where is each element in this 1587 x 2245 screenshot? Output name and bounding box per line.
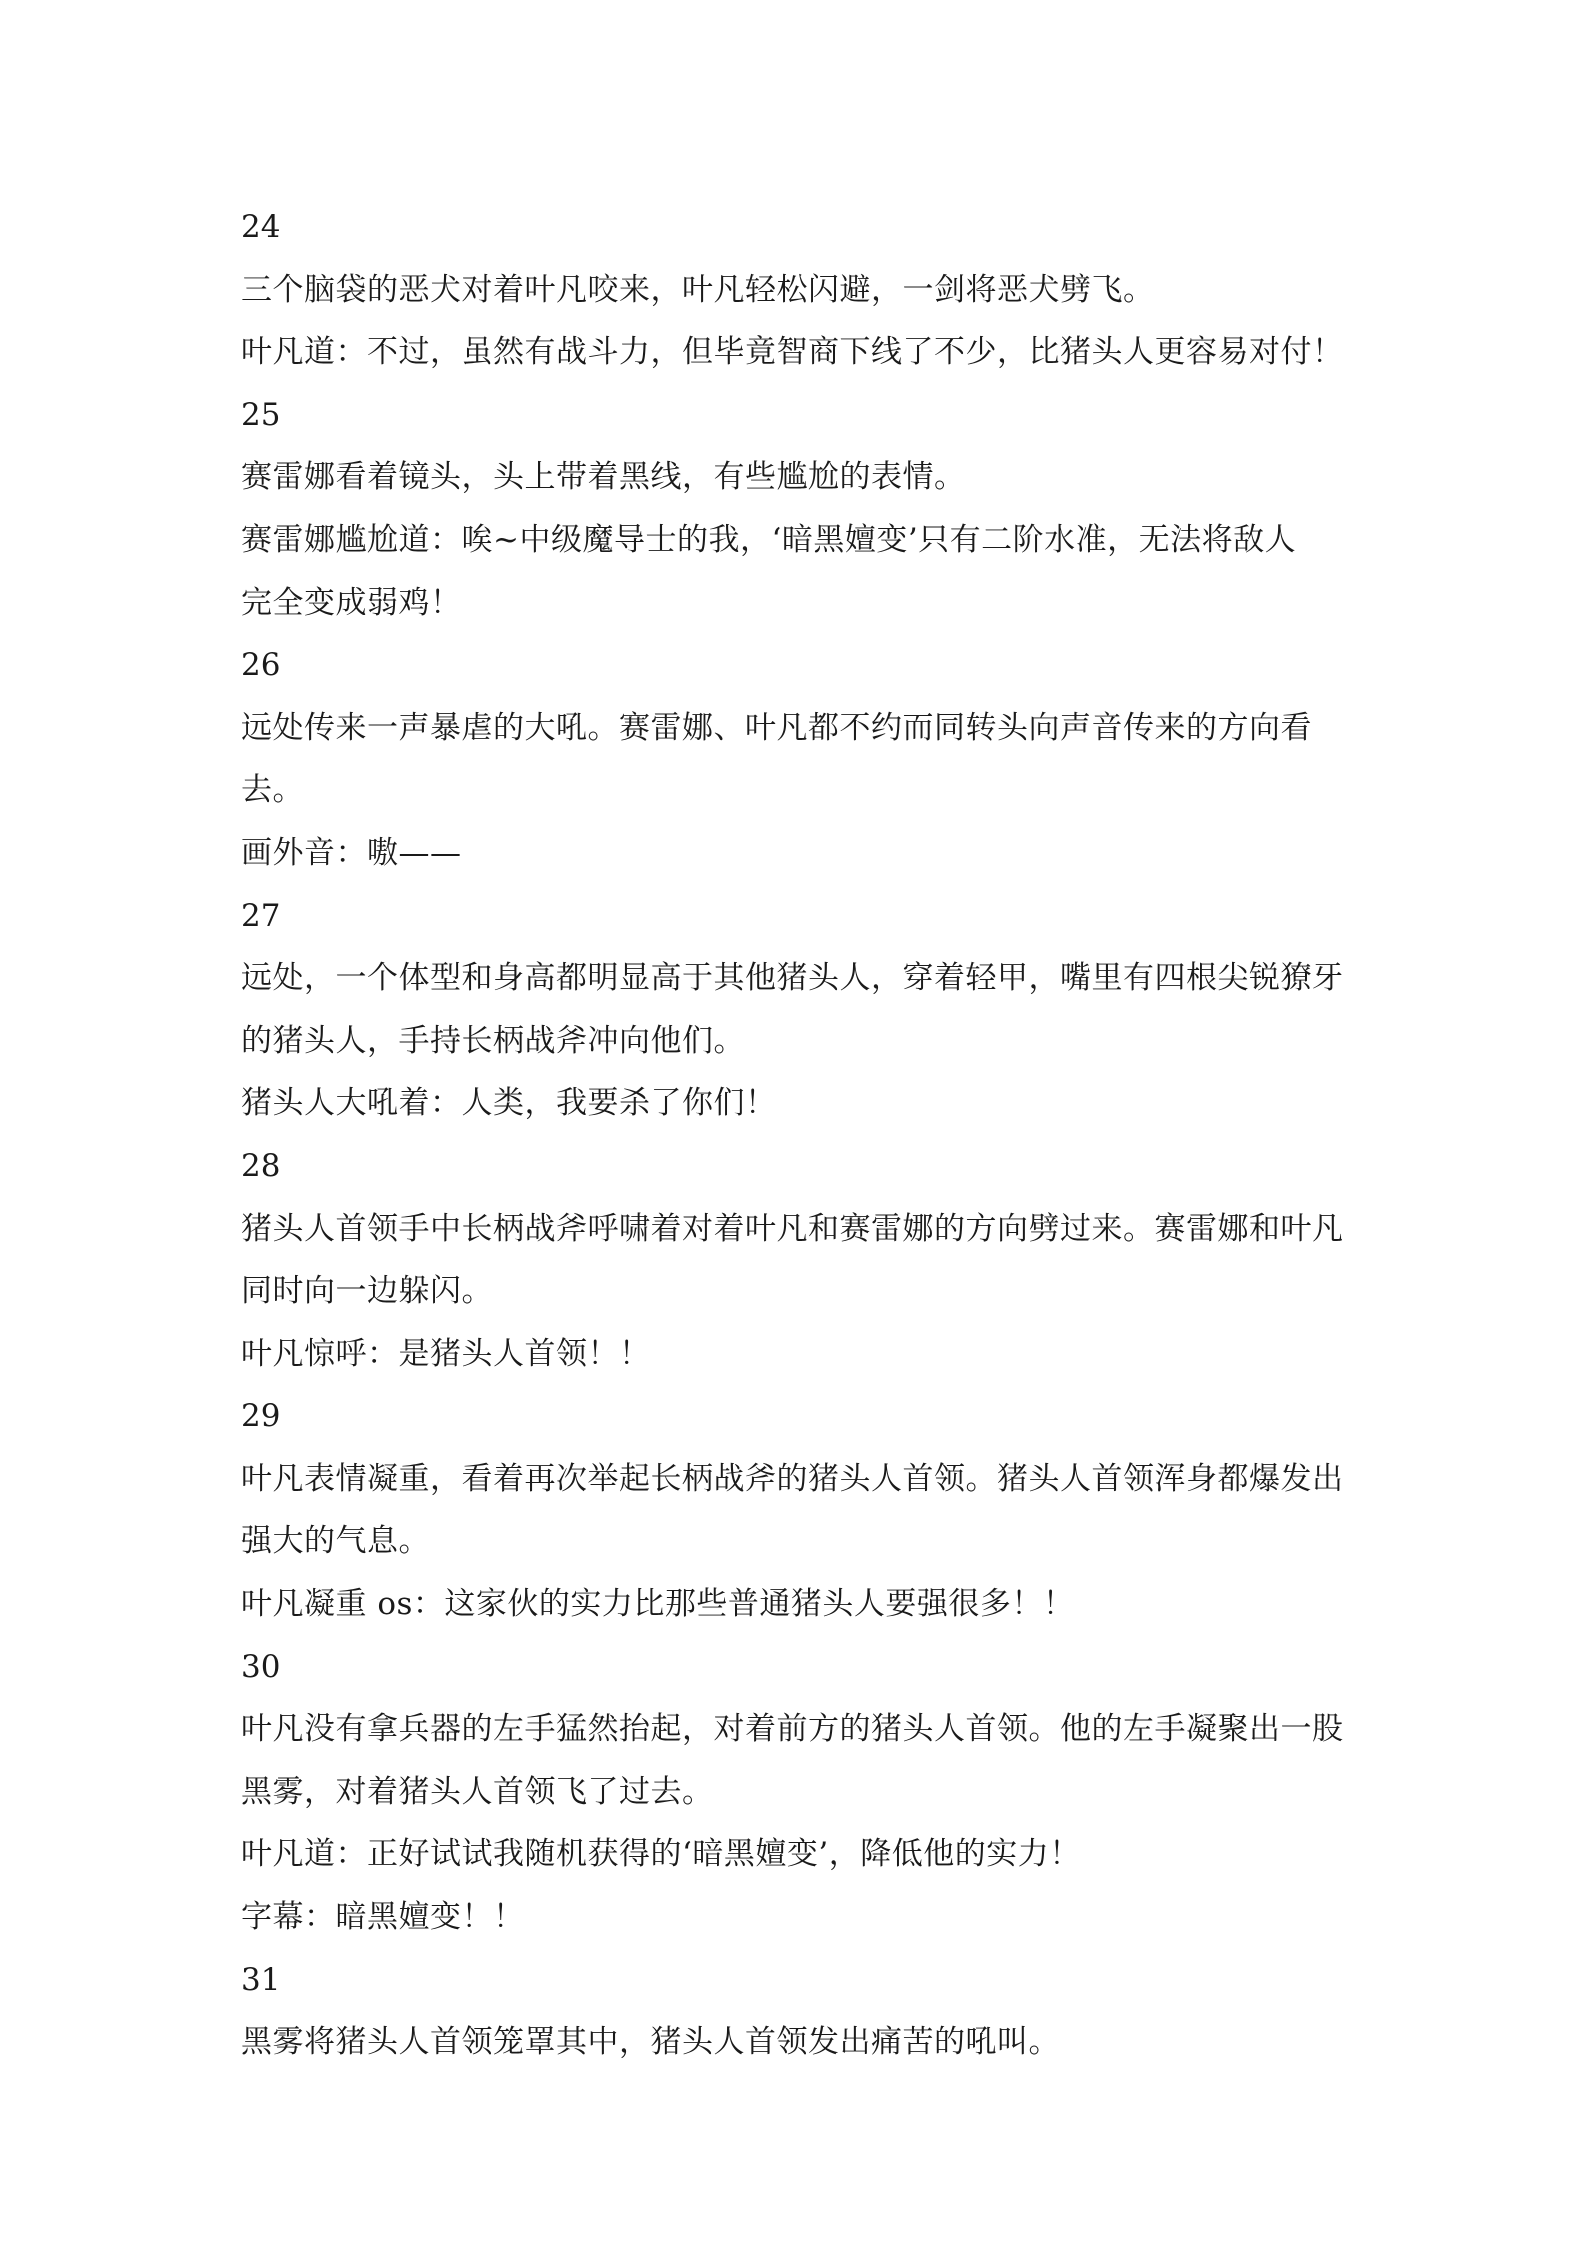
dialogue-line: 叶凡道：不过，虽然有战斗力，但毕竟智商下线了不少，比猪头人更容易对付！ <box>241 334 1344 371</box>
dialogue-line: 画外音：嗷—— <box>241 834 462 871</box>
scene-number: 25 <box>241 396 281 433</box>
action-line-continued: 强大的气息。 <box>241 1523 430 1560</box>
scene-number: 24 <box>241 209 281 245</box>
subtitle-line: 字幕：暗黑嬗变！！ <box>241 1899 525 1936</box>
action-line: 黑雾将猪头人首领笼罩其中，猪头人首领发出痛苦的吼叫。 <box>241 2024 1060 2061</box>
dialogue-line: 叶凡凝重 os：这家伙的实力比那些普通猪头人要强很多！！ <box>241 1586 1075 1623</box>
dialogue-line-continued: 完全变成弱鸡！ <box>241 584 462 621</box>
scene-number: 27 <box>241 897 281 934</box>
action-line-continued: 同时向一边躲闪。 <box>241 1273 493 1310</box>
action-line-continued: 黑雾，对着猪头人首领飞了过去。 <box>241 1773 714 1810</box>
scene-number: 31 <box>241 1961 281 1998</box>
scene-number: 29 <box>241 1398 281 1435</box>
action-line: 三个脑袋的恶犬对着叶凡咬来，叶凡轻松闪避，一剑将恶犬劈飞。 <box>241 271 1155 308</box>
action-line: 赛雷娜看着镜头，头上带着黑线，有些尴尬的表情。 <box>241 459 966 496</box>
scene-number: 30 <box>241 1648 281 1685</box>
action-line: 远处传来一声暴虐的大吼。赛雷娜、叶凡都不约而同转头向声音传来的方向看去。 <box>241 709 1312 809</box>
dialogue-line: 叶凡道：正好试试我随机获得的‘暗黑嬗变’，降低他的实力！ <box>241 1836 1081 1873</box>
action-line-continued: 的猪头人，手持长柄战斧冲向他们。 <box>241 1022 745 1059</box>
script-body <box>241 196 1361 2074</box>
dialogue-line: 赛雷娜尴尬道：唉~中级魔导士的我，‘暗黑嬗变’只有二阶水准，无法将敌人 <box>241 521 1297 558</box>
action-line: 叶凡表情凝重，看着再次举起长柄战斧的猪头人首领。猪头人首领浑身都爆发出 <box>241 1460 1344 1497</box>
dialogue-line: 叶凡惊呼：是猪头人首领！！ <box>241 1335 651 1372</box>
action-line: 叶凡没有拿兵器的左手猛然抬起，对着前方的猪头人首领。他的左手凝聚出一股 <box>241 1711 1344 1748</box>
action-line: 远处，一个体型和身高都明显高于其他猪头人，穿着轻甲，嘴里有四根尖锐獠牙 <box>241 960 1344 997</box>
scene-number: 28 <box>241 1147 281 1184</box>
scene-number: 26 <box>241 647 281 684</box>
action-line: 猪头人首领手中长柄战斧呼啸着对着叶凡和赛雷娜的方向劈过来。赛雷娜和叶凡 <box>241 1210 1344 1247</box>
dialogue-line: 猪头人大吼着：人类，我要杀了你们！ <box>241 1085 777 1122</box>
